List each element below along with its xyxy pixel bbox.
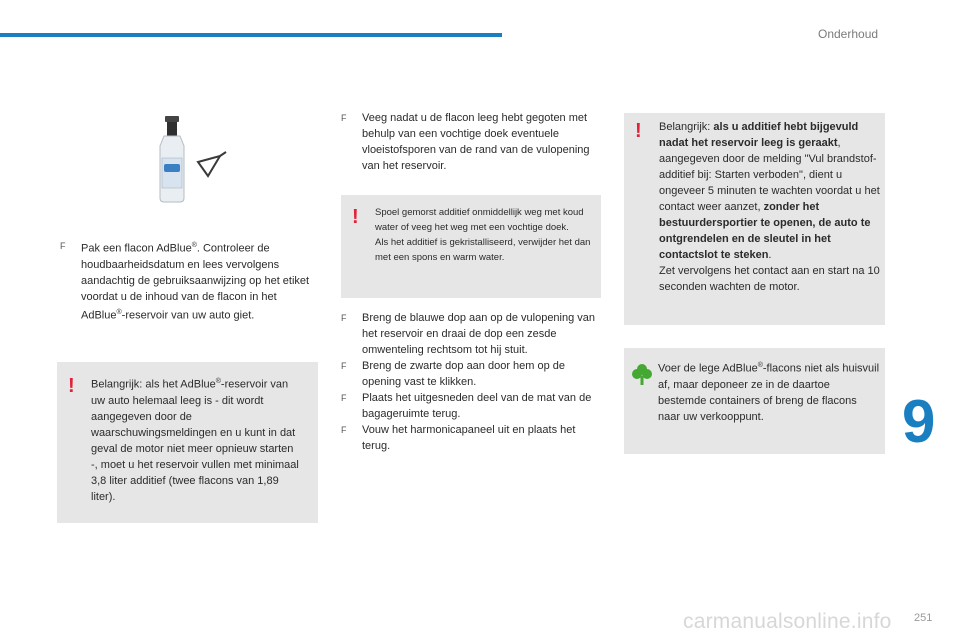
bullet-marker: F [341,113,347,123]
eco-text: Voer de lege AdBlue®-flacons niet als huisvuil af, maar deponeer ze in de daartoe bestemde containers of breng de flacons naar uw verkooppunt. [658,362,880,423]
warning-icon: ! [635,120,642,142]
warning-box-spill [341,195,601,298]
eco-box-disposal [624,348,885,454]
step-blue-cap: F Breng de blauwe dop aan op de vulopening van het reservoir en draai de dop een zesde omwenteling rechtsom tot hij stuit. [341,312,596,356]
step-panel: F Vouw het harmonicapaneel uit en plaats het terug. [341,424,576,452]
warning-box-empty-tank [57,362,318,523]
warning-box-restart [624,113,885,325]
step-wipe: F Veeg nadat u de flacon leeg hebt gegoten met behulp van een vochtige doek eventuele vloeistofsporen van de rand van de vulopening van het reservoir. [341,112,590,172]
tree-icon [632,362,652,386]
step-mat: F Plaats het uitgesneden deel van de mat van de bagageruimte terug. [341,392,592,420]
page-number: 251 [914,612,933,624]
warning-text: Belangrijk: als het AdBlue®-reservoir van uw auto helemaal leeg is - dit wordt aangegeven door de waarschuwingsmeldingen en u kunt in dat geval de motor niet meer opnieuw starten -, moet u het reservoir vullen met minimaal 3,8 liter additief (twee flacons van 1,89 liter). [91,378,299,503]
warning-icon: ! [68,375,75,397]
bullet-marker: F [60,241,66,251]
warning-text: Belangrijk: als u additief hebt bijgevuld nadat het reservoir leeg is geraakt, aangegeven door de melding "Vul brandstof- additief bij: Starten verboden", dient u ongeveer 5 minuten te wachten voordat u het contact weer aanzet, zonder het bestuurdersportier te openen, de auto te ontgrendelen en de sleutel in het contactslot te steken. Zet vervolgens het contact aan en start na 10 seconden wachten de motor. [659,121,880,293]
watermark: carmanualsonline.info [683,610,892,633]
warning-text: Spoel gemorst additief onmiddellijk weg met koud water of veeg het weg met een vochtige doek. Als het additief is gekristalliseerd, verwijder het dan met een spons en warm water. [375,207,591,263]
step-black-cap: F Breng de zwarte dop aan door hem op de opening vast te klikken. [341,360,566,388]
adblue-bottle-illustration [150,112,234,206]
chapter-number: 9 [902,388,936,455]
warning-icon: ! [352,206,359,228]
header-accent-bar [0,33,502,37]
section-title: Onderhoud [818,27,879,41]
step-open-bottle: F Pak een flacon AdBlue®. Controleer de houdbaarheidsdatum en lees vervolgens aandachtig de gebruiksaanwijzing op het etiket voordat u de inhoud van de flacon in het AdBlue®-reservoir van uw auto giet. [60,238,322,323]
